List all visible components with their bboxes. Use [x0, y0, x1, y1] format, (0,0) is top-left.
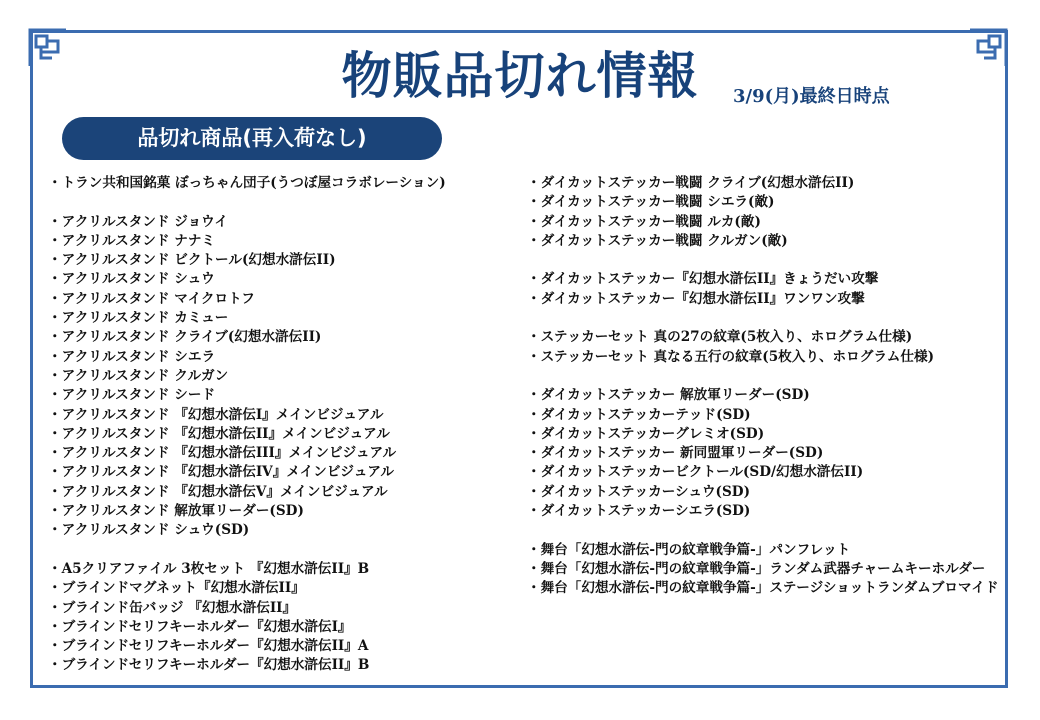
sold-out-item: ・ダイカットステッカーグレミオ(SD) — [527, 425, 765, 442]
sold-out-item: ・アクリルスタンド 『幻想水滸伝IV』メインビジュアル — [48, 464, 394, 481]
group-spacer — [48, 541, 508, 560]
page-title: 物販品切れ情報 — [341, 47, 699, 105]
sold-out-item: ・ダイカットステッカー戦闘 クライブ(幻想水滸伝II) — [527, 175, 855, 191]
sold-out-item: ・舞台「幻想水滸伝-門の紋章戦争篇-」ステージショットランダムブロマイド — [527, 580, 999, 597]
group-spacer — [527, 521, 999, 540]
sold-out-item: ・ダイカットステッカービクトール(SD/幻想水滸伝II) — [527, 464, 864, 481]
sold-out-item: ・ブラインドマグネット『幻想水滸伝II』 — [48, 580, 305, 597]
sold-out-item: ・ステッカーセット 真なる五行の紋章(5枚入り、ホログラム仕様) — [527, 348, 934, 365]
sold-out-item: ・ダイカットステッカー戦闘 ルカ(敵) — [527, 213, 761, 230]
sold-out-item: ・舞台「幻想水滸伝-門の紋章戦争篇-」ランダム武器チャームキーホルダー — [527, 560, 986, 577]
sold-out-item: ・ブラインドセリフキーホルダー『幻想水滸伝II』A — [48, 638, 369, 655]
group-spacer — [48, 193, 508, 212]
sold-out-item: ・アクリルスタンド カミュー — [48, 310, 229, 327]
sold-out-item: ・ダイカットステッカー『幻想水滸伝II』ワンワン攻撃 — [527, 290, 865, 307]
group-spacer — [527, 251, 999, 270]
sold-out-item: ・アクリルスタンド シュウ(SD) — [48, 522, 250, 539]
sold-out-item: ・ダイカットステッカーシュウ(SD) — [527, 483, 751, 500]
section-heading: 品切れ商品(再入荷なし) — [62, 117, 442, 160]
sold-out-item: ・ダイカットステッカー戦闘 クルガン(敵) — [527, 232, 788, 249]
sold-out-item: ・ブラインド缶バッジ 『幻想水滸伝II』 — [48, 599, 297, 616]
sold-out-item: ・アクリルスタンド クライブ(幻想水滸伝II) — [48, 329, 322, 346]
sold-out-list-left — [48, 174, 508, 676]
sold-out-item: ・アクリルスタンド 『幻想水滸伝III』メインビジュアル — [48, 445, 397, 462]
sold-out-item: ・アクリルスタンド シード — [48, 387, 216, 404]
sold-out-item: ・アクリルスタンド ジョウイ — [48, 213, 228, 230]
sold-out-item: ・ステッカーセット 真の27の紋章(5枚入り、ホログラム仕様) — [527, 329, 913, 346]
sold-out-item: ・ダイカットステッカー 解放軍リーダー(SD) — [527, 387, 810, 404]
sold-out-item: ・アクリルスタンド 『幻想水滸伝V』メインビジュアル — [48, 483, 388, 500]
sold-out-item: ・アクリルスタンド シエラ — [48, 348, 216, 365]
sold-out-item: ・トラン共和国銘菓 ぼっちゃん団子(うつぼ屋コラボレーション) — [48, 175, 446, 191]
sold-out-item: ・アクリルスタンド マイクロトフ — [48, 290, 255, 307]
sold-out-item: ・アクリルスタンド 解放軍リーダー(SD) — [48, 503, 304, 520]
sold-out-item: ・ダイカットステッカー『幻想水滸伝II』きょうだい攻撃 — [527, 271, 879, 288]
sold-out-item: ・アクリルスタンド 『幻想水滸伝I』メインビジュアル — [48, 406, 384, 423]
sold-out-item: ・アクリルスタンド シュウ — [48, 271, 215, 288]
sold-out-item: ・A5クリアファイル 3枚セット 『幻想水滸伝II』B — [48, 560, 370, 577]
sold-out-item: ・ダイカットステッカー 新同盟軍リーダー(SD) — [527, 445, 824, 462]
group-spacer — [527, 367, 999, 386]
sold-out-item: ・アクリルスタンド 『幻想水滸伝II』メインビジュアル — [48, 425, 390, 442]
sold-out-item: ・ブラインドセリフキーホルダー『幻想水滸伝I』 — [48, 618, 352, 635]
sold-out-item: ・ダイカットステッカーシエラ(SD) — [527, 503, 751, 520]
sold-out-item: ・ブラインドセリフキーホルダー『幻想水滸伝II』B — [48, 657, 370, 674]
sold-out-item: ・ダイカットステッカー戦闘 シエラ(敵) — [527, 194, 775, 211]
sold-out-item: ・アクリルスタンド ビクトール(幻想水滸伝II) — [48, 252, 336, 269]
sold-out-item: ・舞台「幻想水滸伝-門の紋章戦争篇-」パンフレット — [527, 541, 851, 558]
sold-out-list-right — [527, 174, 999, 599]
sold-out-item: ・ダイカットステッカーテッド(SD) — [527, 406, 751, 423]
group-spacer — [527, 309, 999, 328]
as-of-date: 3/9(月)最終日時点 — [733, 86, 890, 107]
sold-out-item: ・アクリルスタンド ナナミ — [48, 232, 216, 249]
sold-out-item: ・アクリルスタンド クルガン — [48, 367, 229, 384]
